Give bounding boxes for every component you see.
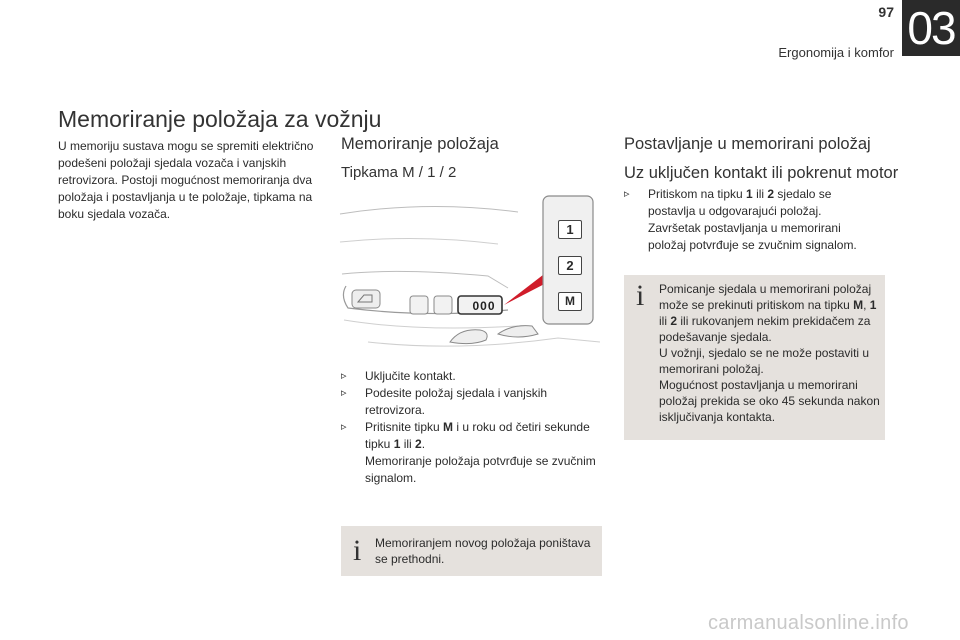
memorize-subheading: Tipkama M / 1 / 2 bbox=[341, 164, 457, 181]
note-text: Memoriranjem novog položaja poništava se prethodni. bbox=[375, 536, 591, 566]
arrow-bullet-icon: ▹ bbox=[341, 370, 347, 382]
list-item bbox=[624, 186, 874, 254]
seat-side-panel-drawing bbox=[338, 192, 602, 362]
list-item bbox=[341, 419, 603, 487]
page-number: 97 bbox=[878, 4, 894, 20]
seat-control-label: 000 bbox=[472, 299, 496, 313]
note-text: Pomicanje sjedala u memorirani položaj može se prekinuti pritiskom na tipku M, 1 ili 2 ili rukovanjem nekim prekidačem za podešavanje sjedala. U vožnji, sjedalo se ne može postaviti u memorirani položaj. Mogućnost postavljanja u memorirani položaj prekida se oko 45 sekunda nakon isključivanja kontakta. bbox=[659, 282, 880, 424]
watermark: carmanualsonline.info bbox=[708, 612, 909, 634]
memorize-info-note bbox=[341, 526, 602, 576]
memory-button-m: M bbox=[558, 292, 582, 311]
recall-subheading: Uz uključen kontakt ili pokrenut motor bbox=[624, 164, 899, 182]
step-text: Pritisnite tipku M i u roku od četiri sekunde tipku 1 ili 2. bbox=[365, 420, 590, 451]
seat-memory-illustration bbox=[338, 192, 602, 362]
info-icon: i bbox=[636, 279, 645, 312]
memory-button-2: 2 bbox=[558, 256, 582, 275]
memorize-heading: Memoriranje položaja bbox=[341, 135, 499, 153]
recall-steps-list bbox=[624, 186, 874, 254]
step-text: Podesite položaj sjedala i vanjskih retrovizora. bbox=[365, 386, 548, 417]
step-extra-text: Memoriranje položaja potvrđuje se zvučnim signalom. bbox=[365, 454, 596, 485]
recall-heading: Postavljanje u memorirani položaj bbox=[624, 135, 871, 153]
step-text: Uključite kontakt. bbox=[365, 369, 456, 383]
info-icon: i bbox=[353, 534, 362, 567]
list-item bbox=[341, 368, 603, 385]
arrow-bullet-icon: ▹ bbox=[341, 421, 347, 433]
arrow-bullet-icon: ▹ bbox=[624, 188, 630, 200]
arrow-bullet-icon: ▹ bbox=[341, 387, 347, 399]
memory-button-1: 1 bbox=[558, 220, 582, 239]
chapter-title: Ergonomija i komfor bbox=[778, 45, 894, 60]
intro-paragraph: U memoriju sustava mogu se spremiti električno podešeni položaji sjedala vozača i vanjskih retrovizora. Postoji mogućnost memoriranja dva položaja i postavljanja u te položaje, tipkama na boku sjedala vozača. bbox=[58, 139, 314, 221]
step-text: Pritiskom na tipku 1 ili 2 sjedalo se postavlja u odgovarajući položaj. bbox=[648, 187, 832, 218]
step-extra-text: Završetak postavljanja u memorirani položaj potvrđuje se zvučnim signalom. bbox=[648, 221, 857, 252]
memorize-steps-list bbox=[341, 368, 603, 487]
recall-info-note bbox=[624, 275, 885, 440]
chapter-number-badge: 03 bbox=[902, 0, 960, 56]
page-title: Memoriranje položaja za vožnju bbox=[58, 106, 382, 132]
list-item bbox=[341, 385, 603, 419]
